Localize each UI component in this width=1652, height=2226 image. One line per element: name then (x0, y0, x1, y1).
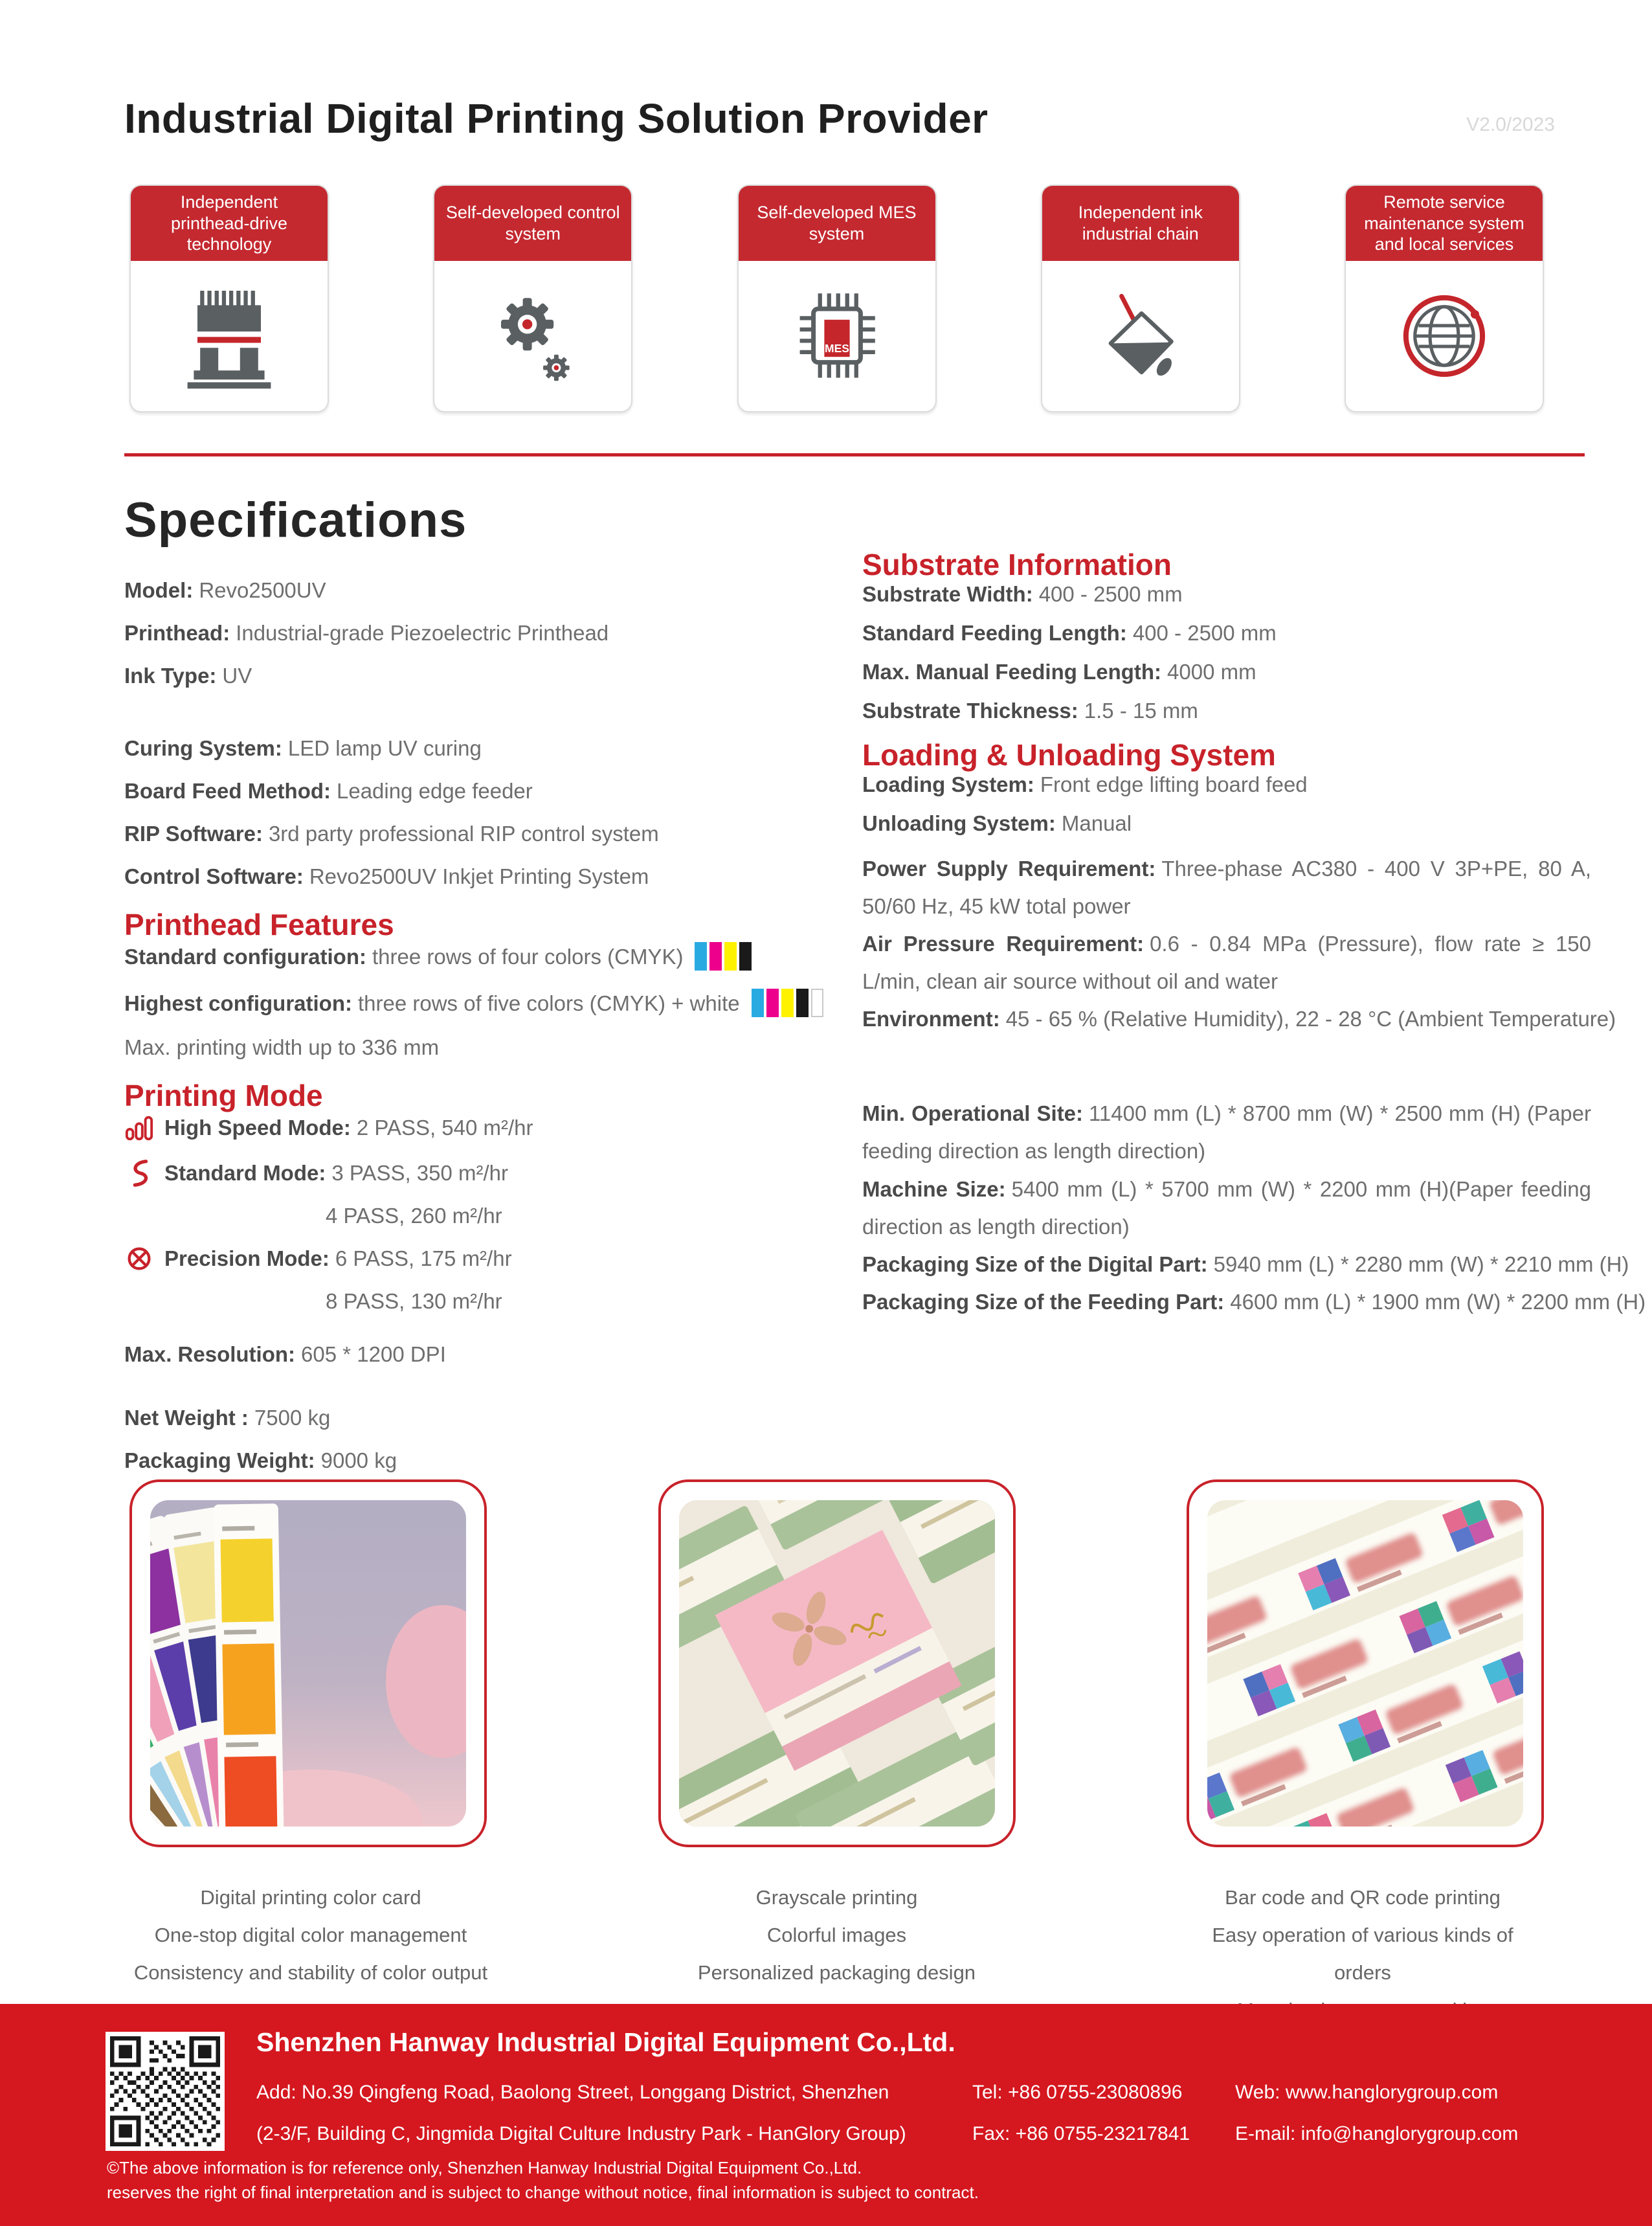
qr-labels-photo (1187, 1479, 1544, 1847)
feature-card-ink-chain (1041, 185, 1240, 412)
fax: Fax: +86 0755-23217841 (972, 2123, 1190, 2144)
requirements-block (862, 850, 1616, 1038)
version-label: V2.0/2023 (1466, 114, 1555, 135)
mode-high-speed: High Speed Mode: 2 PASS, 540 m²/hr (124, 1113, 862, 1143)
printhead-features-heading: Printhead Features (124, 908, 394, 941)
qr-labels-image (1207, 1500, 1523, 1827)
spec-standard-feeding-length: Standard Feeding Length: 400 - 2500 mm (862, 621, 1277, 645)
specifications-heading: Specifications (124, 493, 467, 548)
spec-air-pressure: Air Pressure Requirement: 0.6 - 0.84 MPa (Pressure), flow rate ≥ 150 L/min, clean air source without oil and water (862, 932, 1591, 994)
mes-chip-icon (739, 261, 935, 411)
spec-net-weight: Net Weight : 7500 kg (124, 1406, 331, 1430)
gears-icon (434, 261, 631, 411)
mode-standard: Standard Mode: 3 PASS, 350 m²/hr (124, 1158, 862, 1188)
company-name: Shenzhen Hanway Industrial Digital Equipment Co.,Ltd. (256, 2027, 955, 2057)
precision-target-icon (124, 1244, 154, 1274)
feature-card-title: Remote service maintenance system and local services (1346, 186, 1543, 261)
spec-loading-system: Loading System: Front edge lifting board feed (862, 772, 1308, 796)
site-block (862, 1095, 1646, 1320)
spec-max-printing-width: Max. printing width up to 336 mm (124, 1035, 440, 1059)
substrate-info-heading: Substrate Information (862, 548, 1172, 581)
spec-ink-type: Ink Type: UV (124, 664, 252, 688)
footer (0, 2004, 1652, 2226)
mode-precision: Precision Mode: 6 PASS, 175 m²/hr (124, 1244, 862, 1274)
globe-icon (1346, 261, 1543, 411)
address-line-1: Add: No.39 Qingfeng Road, Baolong Street, Longgang District, Shenzhen (256, 2082, 889, 2103)
spec-rip-software: RIP Software: 3rd party professional RIP control system (124, 822, 659, 846)
spec-max-manual-feeding-length: Max. Manual Feeding Length: 4000 mm (862, 660, 1256, 684)
feature-card-title: Independent ink industrial chain (1042, 186, 1239, 261)
email: E-mail: info@hanglorygroup.com (1235, 2123, 1519, 2144)
spec-max-resolution: Max. Resolution: 605 * 1200 DPI (124, 1342, 446, 1366)
spec-substrate-thickness: Substrate Thickness: 1.5 - 15 mm (862, 699, 1198, 723)
printhead-icon (131, 261, 328, 411)
feature-card-title: Self-developed control system (434, 186, 631, 261)
soap-packaging-image (679, 1500, 995, 1827)
spec-min-operational-site: Min. Operational Site: 11400 mm (L) * 8700 mm (W) * 2500 mm (H) (Paper feeding direction as length direction) (862, 1101, 1591, 1164)
spec-machine-size: Machine Size: 5400 mm (L) * 5700 mm (W) * 2200 mm (H)(Paper feeding direction as length direction) (862, 1176, 1591, 1239)
printing-mode-heading: Printing Mode (124, 1079, 323, 1112)
spec-environment: Environment: 45 - 65 % (Relative Humidity), 22 - 28 °C (Ambient Temperature) (862, 1007, 1616, 1031)
color-card-photo (129, 1479, 487, 1847)
spec-substrate-width: Substrate Width: 400 - 2500 mm (862, 582, 1183, 606)
mode-standard-extra: 4 PASS, 260 m²/hr (326, 1204, 502, 1228)
caption-grayscale: Grayscale printing Colorful images Personalized packaging design (697, 1886, 976, 1984)
address-line-2: (2-3/F, Building C, Jingmida Digital Culture Industry Park - HanGlory Group) (256, 2123, 906, 2144)
spec-curing-system: Curing System: LED lamp UV curing (124, 736, 482, 760)
loading-unloading-heading: Loading & Unloading System (862, 738, 1276, 772)
specs-right-column (862, 547, 1646, 1321)
feature-card-control-system (433, 185, 632, 412)
ink-pouring-icon (1042, 261, 1239, 411)
caption-color-card: Digital printing color card One-stop digital color management Consistency and stability of color output (133, 1886, 488, 1984)
feature-cards-row (129, 185, 1544, 412)
page-title: Industrial Digital Printing Solution Provider (124, 95, 988, 142)
caption-barcode: Bar code and QR code printing Easy operation of various kinds of orders (1212, 1886, 1513, 1984)
feature-card-title: Independent printhead-drive technology (131, 186, 328, 261)
website: Web: www.hanglorygroup.com (1235, 2082, 1499, 2103)
qr-code (106, 2032, 225, 2151)
feature-card-printhead (129, 185, 329, 412)
specs-left-column (124, 492, 862, 1491)
mode-precision-extra: 8 PASS, 130 m²/hr (326, 1289, 502, 1313)
spec-packaging-digital: Packaging Size of the Digital Part: 5940 mm (L) * 2280 mm (W) * 2210 mm (H) (862, 1252, 1629, 1276)
spec-board-feed: Board Feed Method: Leading edge feeder (124, 779, 533, 803)
photo-gallery (129, 1479, 1544, 1847)
feed-curve-icon (124, 1158, 154, 1188)
telephone: Tel: +86 0755-23080896 (972, 2082, 1183, 2103)
spec-printhead: Printhead: Industrial-grade Piezoelectric Printhead (124, 621, 609, 645)
feature-card-remote-service (1345, 185, 1544, 412)
spec-highest-configuration: Highest configuration: three rows of five colors (CMYK) + white (124, 989, 862, 1017)
spec-power-supply: Power Supply Requirement: Three-phase AC380 - 400 V 3P+PE, 80 A, 50/60 Hz, 45 kW total power (862, 857, 1591, 919)
header-divider (124, 453, 1585, 456)
spec-unloading-system: Unloading System: Manual (862, 811, 1132, 835)
spec-packaging-feeding: Packaging Size of the Feeding Part: 4600 mm (L) * 1900 mm (W) * 2200 mm (H) (862, 1289, 1646, 1314)
cmykw-swatch (752, 991, 826, 1015)
copyright-line-1: ©The above information is for reference only, Shenzhen Hanway Industrial Digital Equipment Co.,Ltd. (107, 2158, 862, 2177)
copyright-line-2: reserves the right of final interpretation and is subject to change without notice, final information is subject to contract. (107, 2183, 979, 2202)
soap-packaging-photo (658, 1479, 1016, 1847)
spec-standard-configuration: Standard configuration: three rows of four colors (CMYK) (124, 942, 862, 971)
feature-card-mes-system (737, 185, 937, 412)
color-card-image (150, 1500, 466, 1827)
cmyk-swatch (695, 945, 754, 969)
svg-text:MES: MES (824, 342, 849, 355)
feature-card-title: Self-developed MES system (739, 186, 935, 261)
speed-bars-icon (124, 1113, 154, 1143)
spec-control-software: Control Software: Revo2500UV Inkjet Printing System (124, 864, 649, 888)
spec-model: Model: Revo2500UV (124, 578, 326, 602)
spec-packaging-weight: Packaging Weight: 9000 kg (124, 1448, 397, 1472)
